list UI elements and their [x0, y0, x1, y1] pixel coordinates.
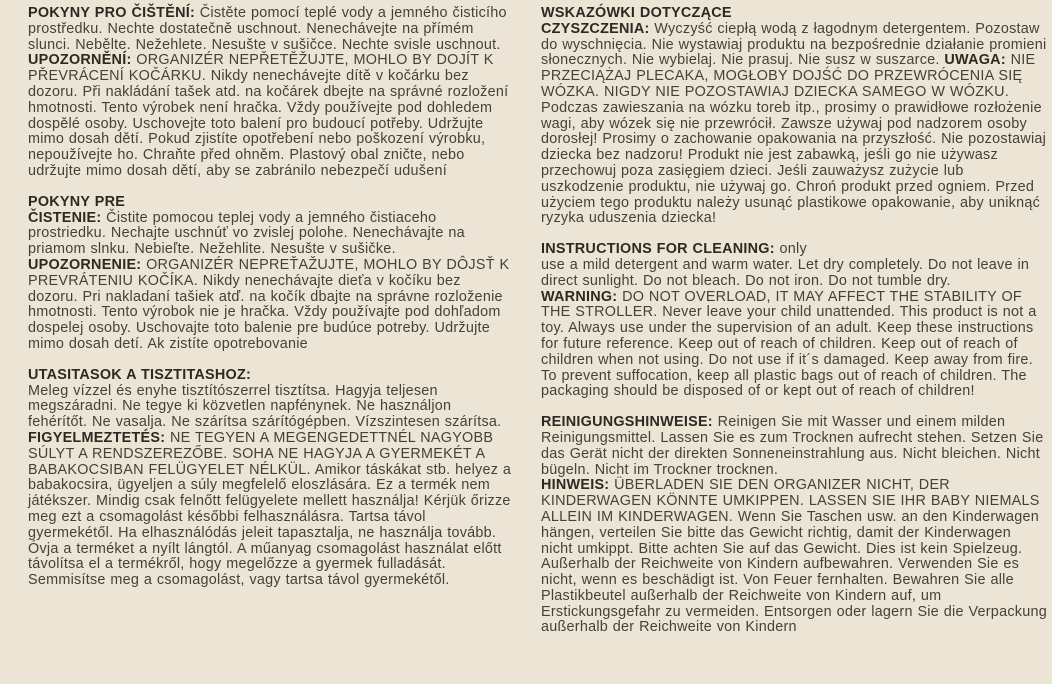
hungarian-instructions-heading-run: UTASITASOK A TISZTITASHOZ:: [28, 366, 252, 383]
slovak-instructions-text-run: ORGANIZÉR NEPREŤAŽUJTE, MOHLO BY DÔJSŤ K PREVRÁTENIU KOČÍKA. Nikdy nenechávajte dieťa v kočíku bez dozoru. Pri nakladaní tašiek atď. na kočík dbajte na správne rozloženie hmotnosti. Tento výrobok nie je hračka. Vždy používajte pod dohľadom dospelej osoby. Uschovajte toto balenie pre budúce potreby. Udržujte mimo dosah detí. Ak zistíte opotrebovanie: [28, 256, 510, 352]
hungarian-instructions-text-run: Meleg vízzel és enyhe tisztítószerrel tisztítsa. Hagyja teljesen megszáradni. Ne tegye ki közvetlen napfénynek. Ne használjon fehérítőt. Ne vasalja. Ne szárítsa szárítógépben. Vízszintesen szárítsa.: [28, 382, 502, 431]
german-instructions-heading-run: REINIGUNGSHINWEISE:: [541, 414, 713, 431]
hungarian-instructions-section: [28, 368, 512, 589]
english-instructions-text-run: DO NOT OVERLOAD, IT MAY AFFECT THE STABILITY OF THE STROLLER. Never leave your child unattended. This product is not a toy. Always use under the supervision of an adult. Keep these instructions for future reference. Keep out of reach of children. Keep out of reach of children when not using. Do not use if it´s damaged. Keep away from fire. To prevent suffocation, keep all plastic bags out of reach of children. The packaging should be disposed of or kept out of reach of children!: [541, 288, 1037, 400]
german-instructions-section: [541, 415, 1047, 636]
english-instructions-section: [541, 242, 1047, 400]
czech-instructions-text-run: Čistěte pomocí teplé vody a jemného čisticího prostředku. Nechte dostatečně uschnout. Nenechávejte na přímém slunci. Nebělte. Nežehlete. Nesušte v sušičce. Nechte svisle uschnout.: [28, 5, 507, 53]
slovak-instructions-text-run: Čistite pomocou teplej vody a jemného čistiaceho prostriedku. Nechajte uschnúť vo zvislej polohe. Nenechávajte na priamom slnku. Nebieľte. Nežehlite. Nesušte v sušičke.: [28, 209, 465, 258]
polish-instructions-section: [541, 6, 1047, 227]
polish-instructions-heading-run: UWAGA:: [944, 52, 1006, 69]
hungarian-instructions-heading-run: FIGYELMEZTETÉS:: [28, 429, 166, 446]
slovak-instructions-heading-run: ČISTENIE:: [28, 209, 102, 226]
polish-instructions-heading-run: WSKAZÓWKI DOTYCZĄCE: [541, 5, 732, 21]
czech-instructions-section: [28, 6, 512, 180]
polish-instructions-text-run: Wyczyść ciepłą wodą z łagodnym detergentem. Pozostaw do wyschnięcia. Nie wystawiaj produktu na bezpośrednie działanie promieni słonecznych. Nie wybielaj. Nie prasuj. Nie susz w suszarce.: [541, 20, 1047, 69]
german-instructions-text-run: ÜBERLADEN SIE DEN ORGANIZER NICHT, DER KINDERWAGEN KÖNNTE UMKIPPEN. LASSEN SIE IHR BABY NIEMALS ALLEIN IM KINDERWAGEN. Wenn Sie Taschen usw. an den Kinderwagen hängen, verteilen Sie bitte das Gewicht richtig, damit der Kinderwagen nicht umkippt. Bitte achten Sie auf das Gewicht. Dies ist kein Spielzeug. Außerhalb der Reichweite von Kindern aufbewahren. Verwenden Sie es nicht, wenn es beschädigt ist. Von Feuer fernhalten. Bewahren Sie alle Plastikbeutel außerhalb der Reichweite von Kindern auf, um Erstickungsgefahr zu vermeiden. Entsorgen oder lagern Sie die Verpackung außerhalb der Reichweite von Kindern: [541, 477, 1047, 636]
slovak-instructions-heading-run: POKYNY PRE: [28, 193, 126, 210]
polish-instructions-text-run: NIE PRZECIĄŻAJ PLECAKA, MOGŁOBY DOJŚĆ DO PRZEWRÓCENIA SIĘ WÓZKA. NIGDY NIE POZOSTAWIAJ DZIECKA SAMEGO W WÓZKU. Podczas zawieszania na wózku toreb itp., prosimy o prawidłowe rozłożenie wagi, aby wózek się nie przewrócił. Zawsze używaj pod nadzorem osoby dorosłej! Prosimy o zachowanie opakowania na przyszłość. Nie pozostawiaj dziecka bez nadzoru! Produkt nie jest zabawką, jeśli go nie używasz przechowuj poza zasięgiem dzieci. Jeśli zauważysz zużycie lub uszkodzenie produktu, nie używaj go. Chroń produkt przed ogniem. Przed użyciem tego produktu należy usunąć plastikowe opakowanie, aby uniknąć ryzyka uduszenia dziecka!: [541, 52, 1047, 227]
left-text-column: [28, 0, 512, 604]
hungarian-instructions-text-run: NE TEGYEN A MEGENGEDETTNÉL NAGYOBB SÚLYT A RENDSZEREZŐBE. SOHA NE HAGYJA A GYERMEKÉT A BABAKOCSIBAN FELÜGYELET NÉLKÜL. Amikor táskákat stb. helyez a babakocsira, ügyeljen a súly megfelelő eloszlására. Ez a termék nem játékszer. Mindig csak felnőtt felügyelete mellett használja! Kérjük őrizze meg ezt a csomagolást későbbi felhasználásra. Tartsa távol gyermekétől. Ha elhasználódás jeleit tapasztalja, ne használja tovább. Óvja a terméket a nyílt lángtól. A műanyag csomagolást használat előtt távolítsa el a termékről, hogy megelőzze a gyermek fulladását. Semmisítse meg a csomagolást, vagy tartsa távol gyermekétől.: [28, 429, 512, 589]
czech-instructions-heading-run: POKYNY PRO ČIŠTĚNÍ:: [28, 5, 196, 21]
polish-instructions-heading-run: CZYSZCZENIA:: [541, 20, 650, 37]
slovak-instructions-heading-run: UPOZORNENIE:: [28, 256, 142, 273]
slovak-instructions-section: [28, 195, 512, 353]
english-instructions-heading-run: INSTRUCTIONS FOR CLEANING:: [541, 241, 775, 258]
german-instructions-heading-run: HINWEIS:: [541, 477, 610, 494]
czech-instructions-heading-run: UPOZORNĚNÍ:: [28, 52, 132, 69]
english-instructions-heading-run: WARNING:: [541, 288, 618, 305]
german-instructions-text-run: Reinigen Sie mit Wasser und einem milden Reinigungsmittel. Lassen Sie es zum Trocknen aufrecht stehen. Setzen Sie das Gerät nicht der direkten Sonneneinstrahlung aus. Nicht bleichen. Nicht bügeln. Nicht im Trockner trocknen.: [541, 414, 1044, 478]
right-text-column: [541, 0, 1047, 651]
english-instructions-text-run: use a mild detergent and warm water. Let dry completely. Do not leave in direct sunlight. Do not bleach. Do not iron. Do not tumble dry.: [541, 256, 1030, 289]
english-instructions-text-run: only: [774, 241, 807, 258]
czech-instructions-text-run: ORGANIZÉR NEPŘETĚŽUJTE, MOHLO BY DOJÍT K PŘEVRÁCENÍ KOČÁRKU. Nikdy nenechávejte dítě v kočárku bez dozoru. Při nakládání tašek atd. na kočárek dbejte na správné rozložení hmotnosti. Tento výrobek není hračka. Vždy používejte pod dohledem dospělé osoby. Uschovejte toto balení pro budoucí potřeby. Udržujte mimo dosah dětí. Pokud zjistíte opotřebení nebo poškození výrobku, nepoužívejte ho. Chraňte před ohněm. Plastový obal zničte, nebo udržujte mimo dosah dětí, aby se zabránilo nebezpečí udušení: [28, 52, 509, 179]
